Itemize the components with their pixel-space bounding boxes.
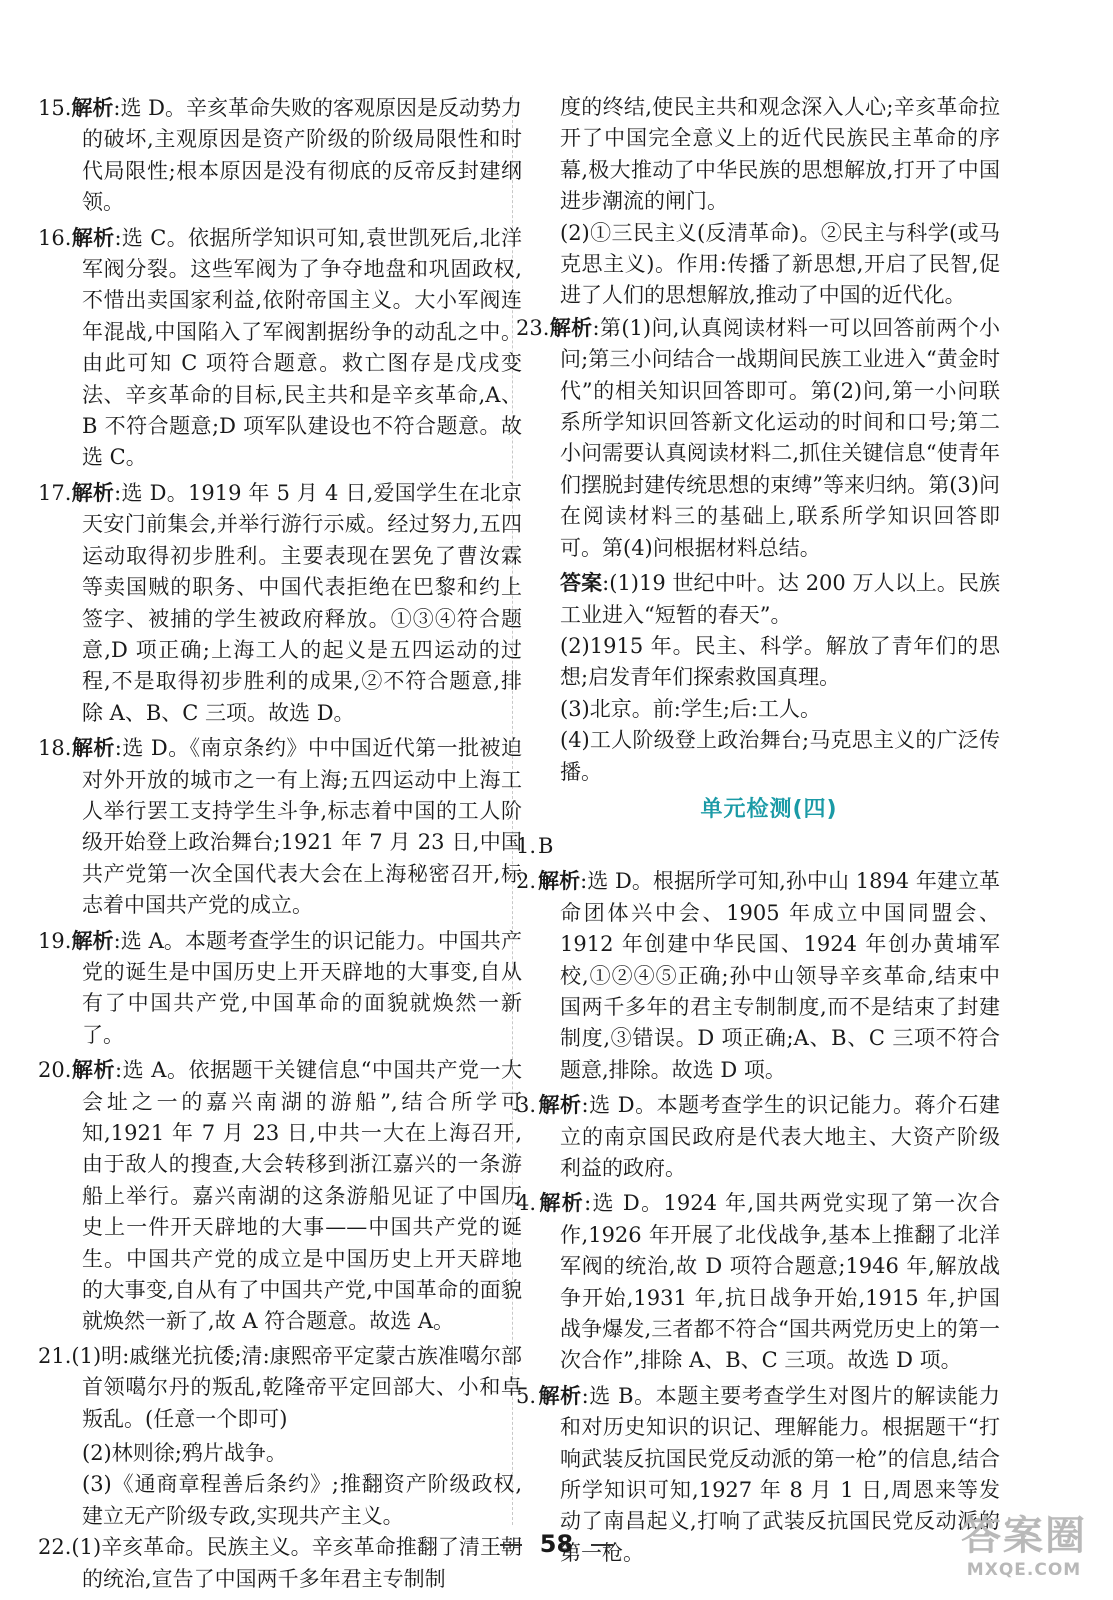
right-column <box>516 92 1001 1572</box>
item-number: 20. <box>38 1058 72 1083</box>
item-text: :选 A。本题考查学生的识记能力。中国共产党的诞生是中国历史上开天辟地的大事变,自从有了中国共产党,中国革命的面貌就焕然一新了。 <box>82 928 522 1047</box>
right-column-bottom <box>516 831 1001 1569</box>
item-text: (2)①三民主义(反清革命)。②民主与科学(或马克思主义)。作用:传播了新思想,开启了民智,促进了人们的思想解放,推动了中国的近代化。 <box>560 220 1000 308</box>
item-number: 15. <box>38 96 72 120</box>
item-keyword: 解析 <box>549 314 593 340</box>
item-keyword: 解析 <box>71 224 115 250</box>
page-number: 58 <box>539 1530 574 1558</box>
answer-item <box>38 1341 522 1435</box>
watermark-title: 答案圈 <box>961 1513 1087 1559</box>
item-text: B <box>538 833 554 858</box>
item-text: :(1)19 世纪中叶。达 200 万人以上。民族工业进入“短暂的春天”。 <box>560 571 1001 627</box>
answer-item <box>38 477 523 729</box>
item-text: :选 D。根据所学可知,孙中山 1894 年建立革命团体兴中会、1905 年成立中国同盟会、1912 年创建中华民国、1924 年创办黄埔军校,①②④⑤正确;孙中山领导辛亥革命,结束中国两千多年的君主专制制度,而不是结束了封建制度,③错误。D 项正确;A、B、C 三项不符合题意,排除。故选 D 项。 <box>560 869 1000 1082</box>
item-text: (2)1915 年。民主、科学。解放了青年们的思想;启发青年们探索救国真理。 <box>560 633 1000 690</box>
item-text: 度的终结,使民主共和观念深入人心;辛亥革命拉开了中国完全意义上的近代民族民主革命的序幕,极大推动了中华民族的思想解放,打开了中国进步潮流的闸门。 <box>560 95 1000 214</box>
answer-item: 5.解析:选 B。本题主要考查学生对图片的解读能力和对历史知识的识记、理解能力。根据题干“打响武装反抗国民党反动派的第一枪”的信息,结合所学知识可知,1927 年 8 月 1 日,周恩来等发动了南昌起义,打响了武装反抗国民党反动派的第一枪。 <box>516 1382 1000 1565</box>
footer-dash-right <box>591 1544 613 1546</box>
answer-subitem <box>538 631 1000 694</box>
item-text: :选 D。《南京条约》中中国近代第一批被迫对外开放的城市之一有上海;五四运动中上海工人举行罢工支持学生斗争,标志着中国的工人阶级开始登上政治舞台;1921 年 7 月 23 日,中国共产党第一次全国代表大会在上海秘密召开,标志着中国共产党的成立。 <box>82 736 522 918</box>
answer-subitem <box>538 694 1000 725</box>
item-keyword: 解析 <box>538 1190 585 1216</box>
item-text: :选 D。1924 年,国共两党实现了第一次合作,1926 年开展了北伐战争,基本上推翻了北洋军阀的统治,故 D 项符合题意;1946 年,解放战争开始,1931 年,抗日战争开始,1915 年,护国战争爆发,三者都不符合“国共两党历史上的第一次合作”,排除 A、B、C 三项。故选 D 项。 <box>560 1191 1000 1373</box>
answer-item: 1.B <box>516 833 554 858</box>
item-number: 19. <box>38 928 72 953</box>
answer-item <box>38 92 522 219</box>
section-title: 单元检测(四) <box>700 796 838 822</box>
item-keyword: 解析 <box>71 95 114 120</box>
watermark-url: MXQE.COM <box>966 1560 1082 1580</box>
item-keyword: 解析 <box>538 1382 582 1408</box>
item-keyword: 解析 <box>71 1057 115 1083</box>
right-column-top <box>516 92 1001 788</box>
item-text: (2)林则徐;鸦片战争。 <box>82 1441 287 1466</box>
item-number: 21. <box>38 1343 72 1368</box>
answer-item: 2.解析:选 D。根据所学可知,孙中山 1894 年建立革命团体兴中会、1905 年成立中国同盟会、1912 年创建中华民国、1924 年创办黄埔军校,①②④⑤正确;孙中山领导辛亥革命,结束中国两千多年的君主专制制度,而不是结束了封建制度,③错误。D 项正确;A、B、C 三项不符合题意,排除。故选 D 项。 <box>516 868 1000 1082</box>
item-text: :选 A。依据题干关键信息“中国共产党一大会址之一的嘉兴南湖的游船”,结合所学可知,1921 年 7 月 23 日,中共一大在上海召开,由于敌人的搜查,大会转移到浙江嘉兴的一条游船上举行。嘉兴南湖的这条游船见证了中国历史上一件开天辟地的大事——中国共产党的诞生。中国共产党的成立是中国历史上开天辟地的大事变,自从有了中国共产党,中国革命的面貌就焕然一新了,故 A 符合题意。故选 A。 <box>82 1058 522 1334</box>
item-number: 23. <box>516 315 550 340</box>
answer-item <box>516 312 1001 564</box>
item-number: 17. <box>38 480 72 505</box>
answer-item <box>38 1054 522 1338</box>
item-text: (3)《通商章程善后条约》;推翻资产阶级政权,建立无产阶级专政,实现共产主义。 <box>82 1472 522 1528</box>
answer-subitem <box>60 1469 522 1532</box>
item-keyword: 解析 <box>538 1092 582 1118</box>
item-keyword: 解析 <box>71 735 115 761</box>
answer-subitem <box>538 92 1000 218</box>
item-keyword: 答案 <box>560 570 603 596</box>
item-number: 22. <box>38 1535 72 1560</box>
item-number: 18. <box>38 736 72 761</box>
answer-item <box>38 925 522 1052</box>
answer-subitem <box>538 218 1000 312</box>
item-text: (1)辛亥革命。民族主义。辛亥革命推翻了清王朝的统治,宣告了中国两千多年君主专制制 <box>71 1535 522 1591</box>
page-footer <box>0 1530 1113 1558</box>
footer-dash-left <box>500 1544 522 1546</box>
answer-subitem <box>538 725 1000 788</box>
item-text: :选 B。本题主要考查学生对图片的解读能力和对历史知识的识记、理解能力。根据题干“打响武装反抗国民党反动派的第一枪”的信息,结合所学知识可知,1927 年 8 月 1 日,周恩来等发动了南昌起义,打响了武装反抗国民党反动派的第一枪。 <box>560 1383 1000 1565</box>
answer-item <box>38 732 522 921</box>
answer-subitem <box>538 567 1000 631</box>
item-text: :选 C。依据所学知识可知,袁世凯死后,北洋军阀分裂。这些军阀为了争夺地盘和巩固政权,不惜出卖国家利益,依附帝国主义。大小军阀连年混战,中国陷入了军阀割据纷争的动乱之中。由此可知 C 项符合题意。救亡图存是戊戌变法、辛亥革命的目标,民主共和是辛亥革命,A、B 不符合题意;D 项军队建设也不符合题意。故选 C。 <box>82 225 523 470</box>
item-text: :选 D。本题考查学生的识记能力。蒋介石建立的南京国民政府是代表大地主、大资产阶级利益的政府。 <box>560 1093 1001 1180</box>
item-text: :选 D。1919 年 5 月 4 日,爱国学生在北京天安门前集会,并举行游行示威。经过努力,五四运动取得初步胜利。主要表现在罢免了曹汝霖等卖国贼的职务、中国代表拒绝在巴黎和约上签字、被捕的学生被政府释放。①③④符合题意,D 项正确;上海工人的起义是五四运动的过程,不是取得初步胜利的成果,②不符合题意,排除 A、B、C 三项。故选 D。 <box>82 480 523 725</box>
answer-item <box>38 222 523 474</box>
item-keyword: 解析 <box>71 479 115 505</box>
item-text: (4)工人阶级登上政治舞台;马克思主义的广泛传播。 <box>560 728 1000 784</box>
item-number: 16. <box>38 225 72 250</box>
left-column <box>38 92 523 1598</box>
answer-item: 3.解析:选 D。本题考查学生的识记能力。蒋介石建立的南京国民政府是代表大地主、大资产阶级利益的政府。 <box>516 1092 1001 1180</box>
item-text: (1)明:戚继光抗倭;清:康熙帝平定蒙古族准噶尔部首领噶尔丹的叛乱,乾隆帝平定回部大、小和卓叛乱。(任意一个即可) <box>71 1343 522 1431</box>
answer-subitem <box>60 1438 522 1469</box>
answer-item: 4.解析:选 D。1924 年,国共两党实现了第一次合作,1926 年开展了北伐战争,基本上推翻了北洋军阀的统治,故 D 项符合题意;1946 年,解放战争开始,1931 年,抗日战争开始,1915 年,护国战争爆发,三者都不符合“国共两党历史上的第一次合作”,排除 A、B、C 三项。故选 D 项。 <box>516 1190 1000 1373</box>
item-text: (3)北京。前:学生;后:工人。 <box>560 696 821 721</box>
item-text: :第(1)问,认真阅读材料一可以回答前两个小问;第三小问结合一战期间民族工业进入“黄金时代”的相关知识回答即可。第(2)问,第一小问联系所学知识回答新文化运动的时间和口号;第二小问需要认真阅读材料二,抓住关键信息“使青年们摆脱封建传统思想的束缚”等来归纳。第(3)问在阅读材料三的基础上,联系所学知识回答即可。第(4)问根据材料总结。 <box>560 315 1001 560</box>
item-keyword: 解析 <box>538 868 581 894</box>
item-keyword: 解析 <box>71 927 114 953</box>
item-text: :选 D。辛亥革命失败的客观原因是反动势力的破坏,主观原因是资产阶级的阶级局限性和时代局限性;根本原因是没有彻底的反帝反封建纲领。 <box>82 96 522 215</box>
watermark-logo <box>949 1512 1099 1590</box>
